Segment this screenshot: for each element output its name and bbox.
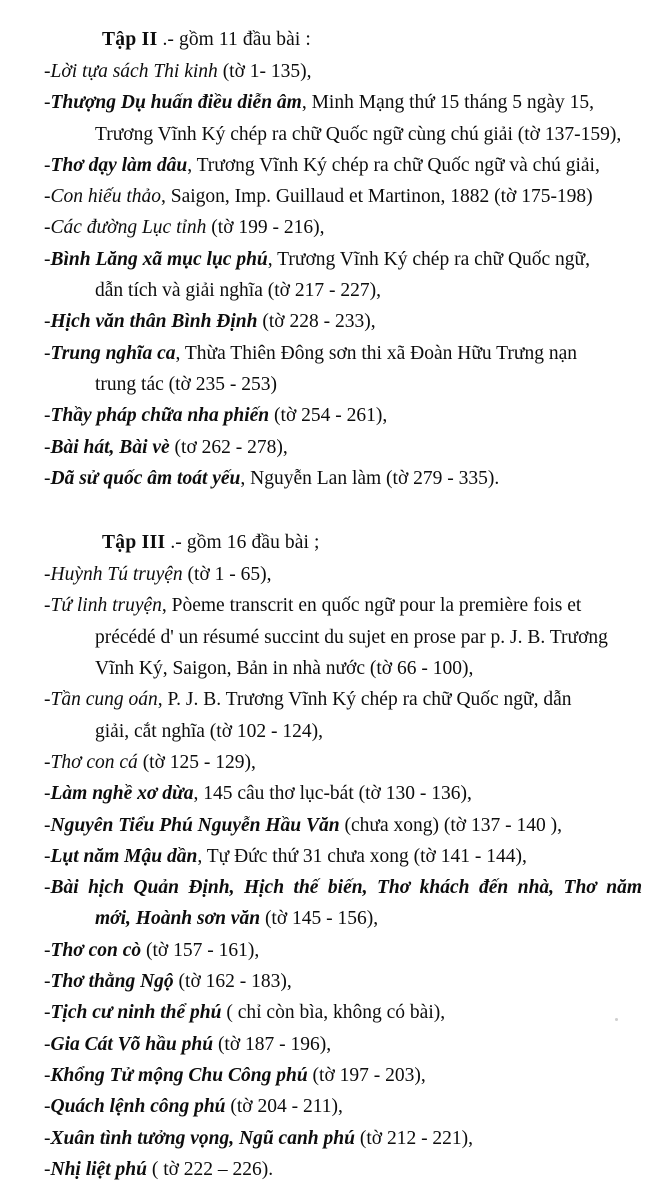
entry-detail: (tờ 157 - 161),: [141, 939, 260, 961]
entry-dash: -: [44, 564, 51, 586]
entry-title: Thầy pháp chữa nha phiến: [50, 405, 270, 427]
entry-tho-con-ca: [44, 747, 642, 778]
section-spacer: [44, 494, 642, 527]
entry-khong-tu-mong-chu-cong-phu: [44, 1060, 642, 1091]
entry-tan-cung-oan: [44, 684, 642, 747]
section-tap-3: [44, 527, 642, 1185]
entry-loi-tua-sach-thi-kinh: [44, 56, 642, 87]
entry-detail: , Minh Mạng thứ 15 tháng 5 ngày 15,: [301, 92, 595, 114]
entry-title: Thượng Dụ huấn điều diễn âm: [50, 92, 302, 114]
entry-dash: -: [44, 405, 51, 427]
entry-cac-duong-luc-tinh: [44, 212, 642, 243]
entry-title: Thơ dạy làm dâu: [50, 154, 188, 176]
entry-title: Tứ linh truyện: [50, 595, 162, 617]
entry-lead-line: [44, 846, 527, 867]
entry-lead-line: [44, 217, 325, 238]
entry-title: Quách lệnh công phú: [50, 1096, 226, 1118]
entry-detail: , Trương Vĩnh Ký chép ra chữ Quốc ngữ,: [267, 248, 590, 270]
entry-lead-line: [44, 940, 259, 961]
entry-detail: (tờ 1- 135),: [217, 61, 312, 82]
entry-dash: -: [44, 342, 51, 364]
entry-title: Tần cung oán: [50, 689, 158, 711]
entry-lead-line: [44, 1159, 273, 1180]
entry-title: Gia Cát Võ hầu phú: [50, 1033, 214, 1055]
section-tap-2: [44, 24, 642, 494]
entry-lead-line: [44, 186, 593, 207]
entry-detail: (tờ 197 - 203),: [307, 1064, 426, 1086]
entry-dash: -: [44, 311, 51, 333]
entry-detail: , Trương Vĩnh Ký chép ra chữ Quốc ngữ và chú giải,: [187, 154, 600, 176]
entry-dash: -: [44, 845, 51, 867]
entry-dash: -: [44, 154, 51, 176]
entry-title: Thơ con cá: [50, 751, 138, 773]
entry-title: Lời tựa sách Thi kinh: [50, 61, 218, 82]
entry-lead-line: [44, 1096, 343, 1117]
entry-dash: -: [44, 186, 51, 208]
entry-dash: -: [44, 217, 51, 239]
entry-detail: , Pòeme transcrit en quốc ngữ pour la première fois et: [161, 595, 582, 617]
entry-lead-line: [44, 815, 562, 836]
entry-lead-line: [44, 689, 572, 710]
entry-lead-line: [44, 1034, 331, 1055]
entry-tho-day-lam-dau: [44, 150, 642, 181]
entry-detail: (tờ 254 - 261),: [269, 405, 388, 427]
entry-title: Thơ con cò: [50, 939, 142, 961]
entry-dash: -: [44, 92, 51, 114]
entry-dash: -: [44, 1033, 51, 1055]
entry-detail: (tờ 212 - 221),: [354, 1127, 474, 1149]
entry-dash: -: [44, 61, 51, 82]
volume-label: Tập II: [102, 29, 158, 50]
entry-lut-nam-mau-dan: [44, 841, 642, 872]
entry-detail: , Thừa Thiên Đông sơn thi xã Đoàn Hữu Trưng nạn: [175, 342, 577, 364]
entry-tich-cu-ninh-the-phu: [44, 997, 642, 1028]
entry-lead-line: [44, 971, 292, 992]
entry-lead-line: [44, 564, 272, 585]
entry-quach-lenh-cong-phu: [44, 1091, 642, 1122]
entry-trung-nghia-ca: [44, 338, 642, 401]
entry-title: Bài hát, Bài vè: [50, 436, 170, 458]
entry-title: Bình Lăng xã mục lục phú: [50, 248, 268, 270]
entry-title: Các đường Lục tỉnh: [50, 217, 207, 239]
entry-tu-linh-truyen: [44, 590, 642, 684]
entry-detail: (chưa xong) (tờ 137 - 140 ),: [339, 814, 562, 836]
entry-title: Hịch văn thân Bình Định: [50, 311, 258, 333]
entry-title: Làm nghề xơ dừa: [50, 783, 194, 805]
entry-title: Nhị liệt phú: [50, 1158, 147, 1180]
entry-dash: -: [44, 877, 51, 899]
entry-detail: (tờ 125 - 129),: [137, 751, 256, 773]
entry-dash: -: [44, 595, 51, 617]
entry-detail: (tờ 1 - 65),: [182, 564, 272, 586]
section-heading-tap-3: [44, 527, 642, 558]
entry-nguyen-tieu-phu-nguyen-hau-van: [44, 810, 642, 841]
sections-container: [44, 24, 642, 1185]
volume-label: Tập III: [102, 532, 166, 554]
entry-detail: (tờ 204 - 211),: [225, 1096, 343, 1118]
section-heading-tap-2: [44, 24, 642, 55]
entry-title-continued: mới, Hoành sơn văn: [95, 908, 261, 930]
entry-continuation-line: Vĩnh Ký, Saigon, Bản in nhà nước (tờ 66 - 100),: [95, 658, 474, 680]
entry-detail: ( chỉ còn bìa, không có bài),: [221, 1002, 446, 1024]
entry-continuation-line: dẫn tích và giải nghĩa (tờ 217 - 227),: [95, 280, 381, 302]
entry-continuation-line: Trương Vĩnh Ký chép ra chữ Quốc ngữ cùng chú giải (tờ 137-159),: [95, 123, 622, 145]
entry-lead-line: [44, 1128, 473, 1149]
entry-lead-line: [44, 437, 288, 458]
entry-nhi-liet-phu: [44, 1154, 642, 1185]
heading-rest: .- gồm 16 đầu bài ;: [165, 532, 320, 554]
entry-detail: (tờ 187 - 196),: [213, 1033, 332, 1055]
entry-detail: (tờ 199 - 216),: [206, 217, 325, 239]
entry-dash: -: [44, 1158, 51, 1180]
entry-detail: , Nguyễn Lan làm (tờ 279 - 335).: [240, 467, 500, 489]
entry-title: Xuân tình tưởng vọng, Ngũ canh phú: [50, 1127, 355, 1149]
entry-dash: -: [44, 1064, 51, 1086]
entry-lead-line: [44, 61, 312, 82]
entry-xuan-tinh-tuong-vong: [44, 1123, 642, 1154]
entry-lead-line: [44, 1002, 445, 1023]
entry-dash: -: [44, 1002, 51, 1024]
entry-title: Lụt năm Mậu dần: [50, 845, 198, 867]
entry-title: Bài hịch Quản Định, Hịch thế biến, Thơ khách đến nhà, Thơ năm: [50, 877, 642, 899]
entry-lead-line: [44, 405, 387, 426]
entry-continuation-line: [55, 903, 642, 934]
entry-title: Con hiếu thảo: [50, 186, 161, 208]
entry-dash: -: [44, 814, 51, 836]
entry-detail: , 145 câu thơ lục-bát (tờ 130 - 136),: [193, 783, 472, 805]
entry-title: Khổng Tử mộng Chu Công phú: [50, 1064, 308, 1086]
entry-gia-cat-vo-hau-phu: [44, 1029, 642, 1060]
entry-lead-line: [44, 1065, 426, 1086]
entry-huynh-tu-truyen: [44, 559, 642, 590]
entry-lead-line: [44, 595, 581, 616]
entry-dash: -: [44, 689, 51, 711]
entry-continuation-line: trung tác (tờ 235 - 253): [95, 373, 277, 395]
entry-thuong-du-huan-dieu-dien-am: [44, 87, 642, 150]
entry-dash: -: [44, 971, 51, 993]
entry-con-hieu-thao: [44, 181, 642, 212]
entry-lam-nghe-xo-dua: [44, 778, 642, 809]
entry-detail: (tờ 145 - 156),: [260, 908, 379, 930]
entry-title: Nguyên Tiểu Phú Nguyễn Hầu Văn: [50, 814, 340, 836]
entry-dash: -: [44, 1096, 51, 1118]
entry-continuation-line: précédé d' un résumé succint du sujet en prose par p. J. B. Trương: [95, 626, 608, 648]
entry-dash: -: [44, 436, 51, 458]
entry-dash: -: [44, 248, 51, 270]
entry-detail: , Saigon, Imp. Guillaud et Martinon, 1882 (tờ 175-198): [161, 186, 593, 208]
entry-title: Thơ thằng Ngộ: [50, 971, 174, 993]
entry-dash: -: [44, 783, 51, 805]
entry-da-su-quoc-am-toat-yeu: [44, 463, 642, 494]
entry-detail: (tờ 162 - 183),: [173, 971, 292, 993]
entry-title: Trung nghĩa ca: [50, 342, 176, 364]
entry-continuation-line: giải, cắt nghĩa (tờ 102 - 124),: [95, 720, 324, 742]
entry-title: Dã sử quốc âm toát yếu: [50, 467, 241, 489]
entry-title: Tịch cư ninh thể phú: [50, 1002, 222, 1024]
entry-bai-hich-quan-dinh: [44, 872, 642, 935]
entry-dash: -: [44, 1127, 51, 1149]
entry-lead-line: [44, 343, 577, 364]
entry-detail: , Tự Đức thứ 31 chưa xong (tờ 141 - 144),: [197, 845, 527, 867]
entry-lead-line: [44, 311, 376, 332]
entry-thay-phap-chua-nha-phien: [44, 400, 642, 431]
entry-detail: , P. J. B. Trương Vĩnh Ký chép ra chữ Quốc ngữ, dẫn: [157, 689, 572, 711]
entry-lead-line: [44, 249, 590, 270]
entry-lead-line: [44, 752, 256, 773]
entry-dash: -: [44, 751, 51, 773]
entry-dash: -: [44, 939, 51, 961]
entry-dash: -: [44, 467, 51, 489]
entry-binh-lang-xa-muc-luc-phu: [44, 244, 642, 307]
entry-title: Huỳnh Tú truyện: [50, 564, 183, 586]
entry-bai-hat-bai-ve: [44, 432, 642, 463]
entry-lead-line: [44, 468, 499, 489]
entry-detail: ( tờ 222 – 226).: [146, 1158, 274, 1180]
entry-lead-line: [44, 92, 594, 113]
entry-detail: (tờ 228 - 233),: [257, 311, 376, 333]
entry-lead-line: [44, 783, 472, 804]
entry-tho-thang-ngo: [44, 966, 642, 997]
entry-lead-line: [44, 872, 642, 903]
entry-hich-van-than-binh-dinh: [44, 306, 642, 337]
entry-lead-line: [44, 155, 600, 176]
entry-detail: (tơ 262 - 278),: [169, 436, 288, 458]
entry-tho-con-co: [44, 935, 642, 966]
heading-rest: .- gồm 11 đầu bài :: [157, 29, 311, 50]
scan-speckle: [615, 1018, 618, 1021]
